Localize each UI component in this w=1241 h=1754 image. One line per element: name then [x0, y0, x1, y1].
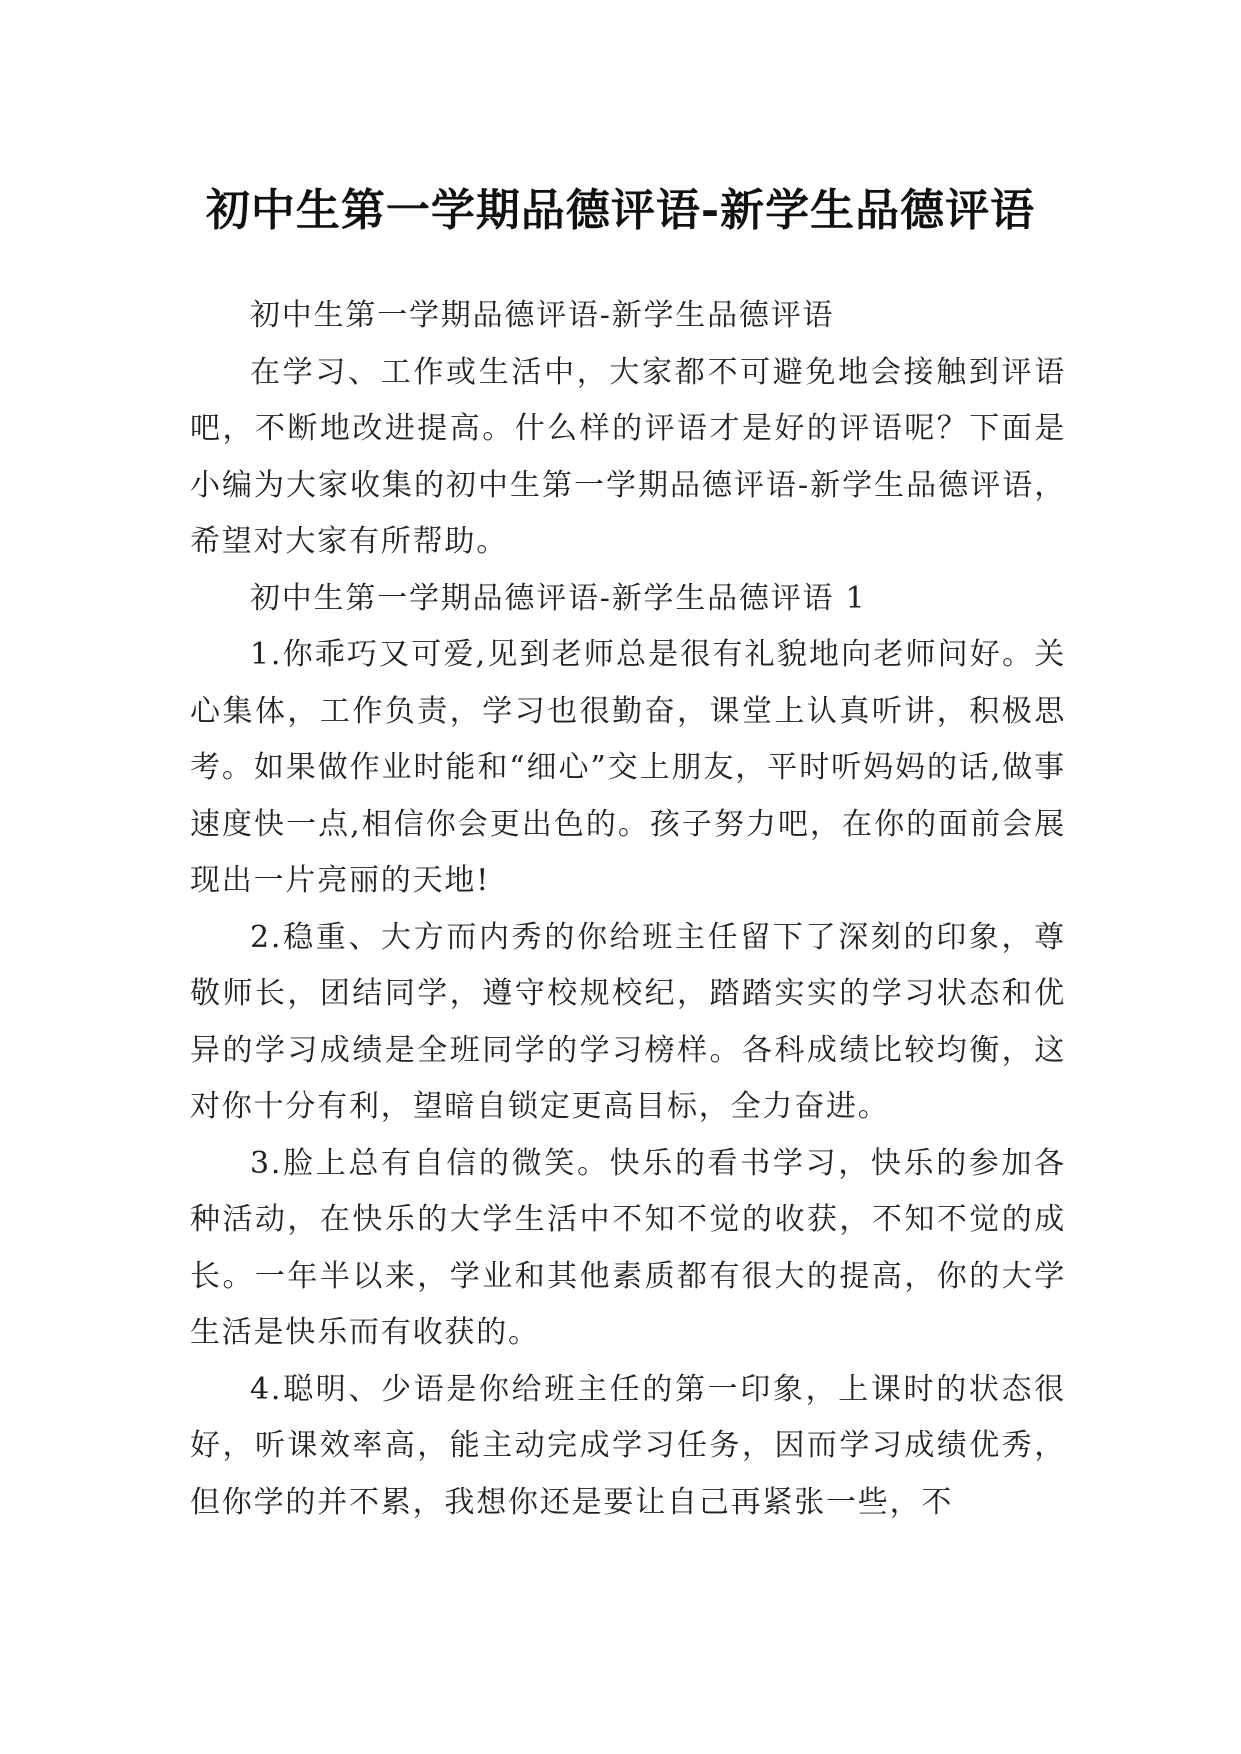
paragraph-comment-1: 1.你乖巧又可爱,见到老师总是很有礼貌地向老师问好。关心集体，工作负责，学习也很勤奋，课堂上认真听讲，积极思考。如果做作业时能和“细心”交上朋友，平时听妈妈的话,做事速度快一点,相信你会更出色的。孩子努力吧，在你的面前会展现出一片亮丽的天地! [190, 637, 1066, 898]
paragraph-intro: 在学习、工作或生活中，大家都不可避免地会接触到评语吧，不断地改进提高。什么样的评语才是好的评语呢？下面是小编为大家收集的初中生第一学期品德评语-新学生品德评语，希望对大家有所帮助。 [190, 354, 1066, 559]
paragraph-comment-3: 3.脸上总有自信的微笑。快乐的看书学习，快乐的参加各种活动，在快乐的大学生活中不知不觉的收获，不知不觉的成长。一年半以来，学业和其他素质都有很大的提高，你的大学生活是快乐而有收获的。 [190, 1145, 1066, 1350]
paragraph-comment-4: 4.聪明、少语是你给班主任的第一印象，上课时的状态很好，听课效率高，能主动完成学习任务，因而学习成绩优秀，但你学的并不累，我想你还是要让自己再紧张一些，不 [190, 1371, 1066, 1520]
paragraph-subtitle: 初中生第一学期品德评语-新学生品德评语 [250, 298, 835, 333]
document-title: 初中生第一学期品德评语-新学生品德评语 [205, 185, 1036, 237]
paragraph-comment-2: 2.稳重、大方而内秀的你给班主任留下了深刻的印象，尊敬师长，团结同学，遵守校规校纪，踏踏实实的学习状态和优异的学习成绩是全班同学的学习榜样。各科成绩比较均衡，这对你十分有利，望暗自锁定更高目标，全力奋进。 [190, 919, 1066, 1124]
document-body [190, 288, 1066, 1531]
paragraph-section-heading: 初中生第一学期品德评语-新学生品德评语 1 [250, 580, 867, 616]
